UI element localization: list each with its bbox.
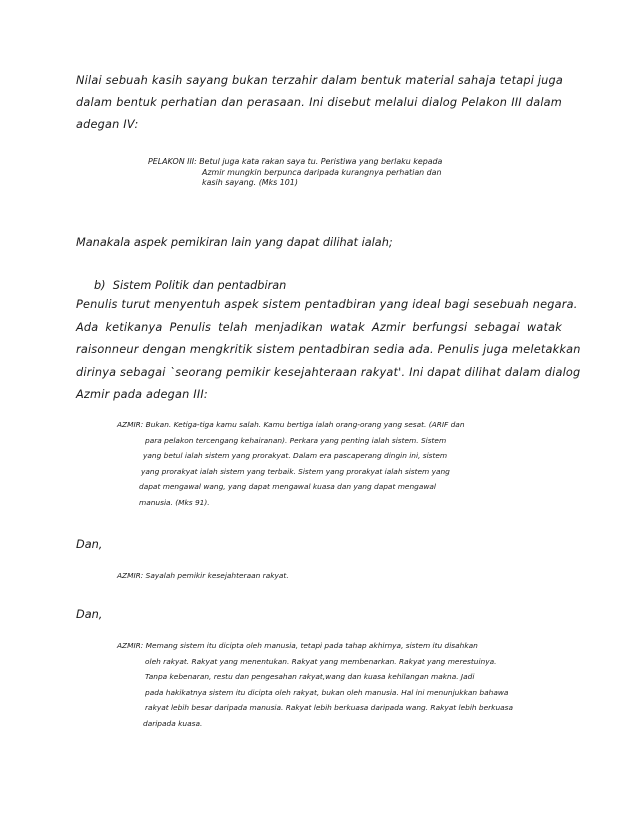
section-b-marker: b)	[94, 279, 106, 292]
quote-line: oleh rakyat. Rakyat yang menentukan. Rakyat yang membenarkan. Rakyat yang merestuinya.	[145, 656, 497, 666]
quote-line: kasih sayang. (Mks 101)	[202, 178, 298, 188]
quote-line: Azmir mungkin berpunca daripada kurangnya perhatian dan	[202, 167, 442, 177]
quote-line: Tanpa kebenaran, restu dan pengesahan rakyat,wang dan kuasa kehilangan makna. Jadi	[145, 672, 475, 681]
dan-line: Dan,	[76, 538, 103, 551]
quote-line: AZMIR: Bukan. Ketiga-tiga kamu salah. Kamu bertiga ialah orang-orang yang sesat. (ARIF dan	[117, 420, 465, 429]
quote-line: PELAKON III: Betul juga kata rakan saya tu. Peristiwa yang berlaku kepada	[148, 157, 443, 166]
quote-line: AZMIR: Sayalah pemikir kesejahteraan rakyat.	[117, 571, 289, 580]
body-line: dirinya sebagai `seorang pemikir kesejahteraan rakyat'. Ini dapat dilihat dalam dialog	[76, 365, 581, 379]
intro-line: adegan IV:	[76, 118, 139, 131]
quote-line: AZMIR: Memang sistem itu dicipta oleh manusia, tetapi pada tahap akhirnya, sistem itu disahkan	[117, 641, 478, 650]
aspect-line: Manakala aspek pemikiran lain yang dapat dilihat ialah;	[76, 236, 393, 249]
quote-line: yang betul ialah sistem yang prorakyat. Dalam era pascaperang dingin ini, sistem	[143, 451, 448, 460]
intro-paragraph	[76, 70, 562, 136]
quote-line: yang prorakyat ialah sistem yang terbaik. Sistem yang prorakyat ialah sistem yang	[141, 466, 450, 476]
quote-line: dapat mengawal wang, yang dapat mengawal kuasa dan yang dapat mengawal	[139, 482, 436, 491]
body-line: Ada ketikanya Penulis telah menjadikan watak Azmir berfungsi sebagai watak	[76, 320, 562, 334]
quote-azmir-1	[117, 417, 465, 510]
quote-line: rakyat lebih besar daripada manusia. Rakyat lebih berkuasa daripada wang. Rakyat lebih berkuasa	[145, 703, 514, 712]
quote-line: pada hakikatnya sistem itu dicipta oleh rakyat, bukan oleh manusia. Hal ini menunjukkan bahawa	[145, 687, 509, 697]
intro-line: Nilai sebuah kasih sayang bukan terzahir dalam bentuk material sahaja tetapi juga	[76, 74, 564, 87]
body-line: Azmir pada adegan III:	[76, 388, 208, 402]
quote-line: daripada kuasa.	[143, 718, 203, 728]
quote-azmir-3	[117, 638, 513, 731]
dan-line: Dan,	[76, 608, 103, 621]
quote-line: manusia. (Mks 91).	[139, 497, 210, 507]
intro-line: dalam bentuk perhatian dan perasaan. Ini disebut melalui dialog Pelakon III dalam	[76, 96, 562, 109]
section-b-heading	[94, 276, 286, 296]
body-paragraph	[76, 294, 581, 407]
quote-azmir-2	[117, 571, 289, 582]
body-line: Penulis turut menyentuh aspek sistem pentadbiran yang ideal bagi sesebuah negara.	[76, 298, 578, 311]
body-line: raisonneur dengan mengkritik sistem pentadbiran sedia ada. Penulis juga meletakkan	[76, 343, 581, 357]
quote-line: para pelakon tercengang kehairanan). Perkara yang penting ialah sistem. Sistem	[145, 435, 447, 445]
section-b-title: Sistem Politik dan pentadbiran	[112, 279, 287, 292]
quote-pelakon	[148, 157, 442, 189]
